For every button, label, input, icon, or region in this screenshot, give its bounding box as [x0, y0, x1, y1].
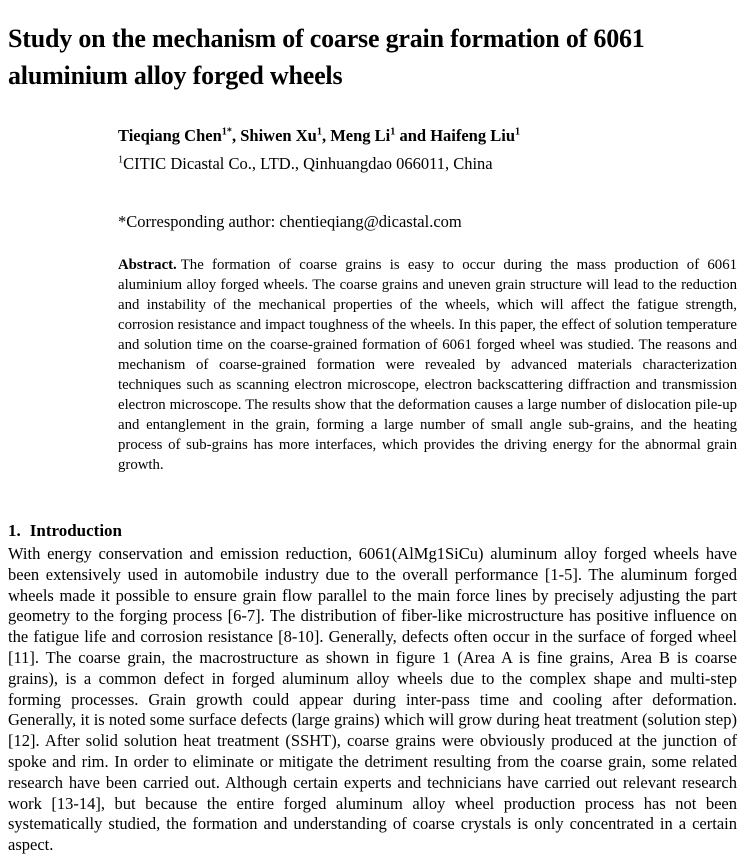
affiliation-marker: 1 — [118, 154, 124, 166]
affiliation-text: CITIC Dicastal Co., LTD., Qinhuangdao 066011, China — [123, 154, 493, 173]
section-title: Introduction — [29, 521, 123, 540]
front-matter — [118, 125, 737, 475]
affiliation-line — [118, 153, 737, 174]
author-segment: Tieqiang Chen$^{1*}$ — [118, 126, 232, 145]
abstract-label: Abstract. — [118, 257, 177, 273]
author-segment: , Shiwen Xu$^1$ — [232, 126, 322, 145]
author-affiliation-marker: 1 — [515, 126, 521, 138]
author-affiliation-marker: 1* — [221, 126, 232, 138]
paper-title: Study on the mechanism of coarse grain formation of 6061 aluminium alloy forged wheels — [8, 24, 645, 90]
corresponding-label: *Corresponding author: — [118, 212, 280, 231]
section-number: 1. — [8, 521, 21, 540]
author-affiliation-marker: 1 — [390, 126, 396, 138]
introduction-paragraph: With energy conservation and emission reduction, 6061(AlMg1SiCu) aluminum alloy forged wheels have been extensively used in automobile industry due to the overall performance [1-5]. The aluminum forged wheels made it possible to ensure grain flow parallel to the main force lines by precisely adjusting the part geometry to the forging process [6-7]. The distribution of fiber-like microstructure has positive influence on the fatigue life and corrosion resistance [8-10]. Generally, defects often occur in the surface of forged wheel [11]. The coarse grain, the macrostructure as shown in figure 1 (Area A is fine grains, Area B is coarse grains), is a common defect in forged aluminum alloy wheels due to the complex shape and multi-step forming processes. Grain growth could appear during inter-pass time and cooling after deformation. Generally, it is noted some surface defects (large grains) which will grow during heat treatment (solution step) [12]. After solid solution heat treatment (SSHT), coarse grains were obviously produced at the junction of spoke and rim. In order to eliminate or mitigate the detriment resulting from the coarse grain, some related research have been carried out. Although certain experts and technicians have carried out relevant research work [13-14], but because the entire forged aluminum alloy wheel production process has not been systematically studied, the formation and understanding of coarse crystals is only concentrated in a certain aspect. — [8, 544, 737, 855]
author-segment: , Meng Li$^1$ — [321, 126, 396, 145]
author-segment: and Haifeng Liu$^1$ — [395, 126, 521, 145]
section-heading-introduction — [8, 520, 737, 541]
authors-line — [118, 125, 737, 146]
abstract-text: The formation of coarse grains is easy to occur during the mass production of 6061 aluminium alloy forged wheels. The coarse grains and uneven grain structure will lead to the reduction and instability of the mechanical properties of the wheels, which will affect the fatigue strength, corrosion resistance and impact toughness of the wheels. In this paper, the effect of solution temperature and solution time on the coarse-grained formation of 6061 forged wheel was studied. The reasons and mechanism of coarse-grained formation were revealed by advanced materials characterization techniques such as scanning electron microscope, electron backscattering diffraction and transmission electron microscope. The results show that the deformation causes a large number of dislocation pile-up and entanglement in the grain, forming a large number of small angle sub-grains, and the heating process of sub-grains has more interfaces, which provides the driving energy for the abnormal grain growth. — [118, 257, 737, 473]
author-affiliation-marker: 1 — [316, 126, 322, 138]
corresponding-author-line — [118, 211, 737, 232]
abstract-paragraph — [118, 255, 737, 475]
corresponding-email: chentieqiang@dicastal.com — [279, 212, 462, 231]
